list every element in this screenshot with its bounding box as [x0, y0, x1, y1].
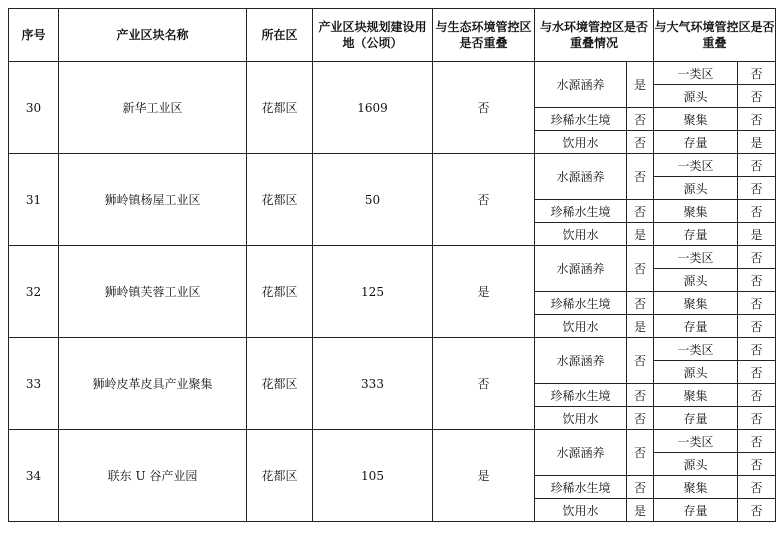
air-label-cell: 聚集: [654, 292, 738, 315]
air-value-cell: 否: [738, 108, 776, 131]
seq-cell: 31: [9, 154, 59, 246]
air-label-cell: 源头: [654, 361, 738, 384]
air-value-cell: 否: [738, 499, 776, 522]
air-value-cell: 否: [738, 407, 776, 430]
area-cell: 333: [313, 338, 433, 430]
air-value-cell: 否: [738, 315, 776, 338]
air-label-cell: 源头: [654, 85, 738, 108]
water-value-cell: 否: [627, 131, 654, 154]
water-value-cell: 否: [627, 108, 654, 131]
air-label-cell: 聚集: [654, 476, 738, 499]
air-label-cell: 源头: [654, 177, 738, 200]
header-district: 所在区: [247, 9, 313, 62]
seq-cell: 32: [9, 246, 59, 338]
air-label-cell: 一类区: [654, 246, 738, 269]
name-cell: 狮岭镇杨屋工业区: [59, 154, 247, 246]
air-label-cell: 一类区: [654, 154, 738, 177]
water-label-cell: 珍稀水生境: [535, 476, 627, 499]
air-value-cell: 否: [738, 85, 776, 108]
eco-cell: 是: [433, 246, 535, 338]
water-label-cell: 珍稀水生境: [535, 292, 627, 315]
air-value-cell: 否: [738, 177, 776, 200]
air-value-cell: 否: [738, 338, 776, 361]
air-value-cell: 否: [738, 476, 776, 499]
eco-cell: 否: [433, 154, 535, 246]
area-cell: 1609: [313, 62, 433, 154]
water-label-cell: 饮用水: [535, 407, 627, 430]
air-value-cell: 否: [738, 269, 776, 292]
area-cell: 105: [313, 430, 433, 522]
water-value-cell: 否: [627, 407, 654, 430]
water-label-cell: 饮用水: [535, 223, 627, 246]
water-label-cell: 珍稀水生境: [535, 384, 627, 407]
table-row: [9, 62, 776, 85]
header-seq: 序号: [9, 9, 59, 62]
air-label-cell: 源头: [654, 453, 738, 476]
air-label-cell: 一类区: [654, 62, 738, 85]
air-label-cell: 存量: [654, 499, 738, 522]
district-cell: 花都区: [247, 154, 313, 246]
water-value-cell: 否: [627, 430, 654, 476]
seq-cell: 33: [9, 338, 59, 430]
air-label-cell: 聚集: [654, 200, 738, 223]
air-value-cell: 否: [738, 384, 776, 407]
water-label-cell: 水源涵养: [535, 338, 627, 384]
water-label-cell: 饮用水: [535, 315, 627, 338]
water-label-cell: 饮用水: [535, 131, 627, 154]
header-area: 产业区块规划建设用地（公顷）: [313, 9, 433, 62]
table-body: [9, 62, 776, 522]
water-label-cell: 水源涵养: [535, 62, 627, 108]
water-label-cell: 饮用水: [535, 499, 627, 522]
air-value-cell: 是: [738, 223, 776, 246]
air-label-cell: 存量: [654, 315, 738, 338]
water-label-cell: 珍稀水生境: [535, 108, 627, 131]
table-row: [9, 430, 776, 453]
water-value-cell: 是: [627, 223, 654, 246]
header-water: 与水环境管控区是否重叠情况: [535, 9, 654, 62]
air-label-cell: 源头: [654, 269, 738, 292]
header-eco: 与生态环境管控区是否重叠: [433, 9, 535, 62]
air-value-cell: 否: [738, 430, 776, 453]
name-cell: 狮岭皮革皮具产业聚集: [59, 338, 247, 430]
eco-cell: 否: [433, 338, 535, 430]
name-cell: 新华工业区: [59, 62, 247, 154]
air-value-cell: 否: [738, 154, 776, 177]
industry-block-table: [8, 8, 776, 522]
table-row: [9, 338, 776, 361]
water-value-cell: 否: [627, 200, 654, 223]
name-cell: 联东 U 谷产业园: [59, 430, 247, 522]
water-value-cell: 否: [627, 154, 654, 200]
water-value-cell: 否: [627, 476, 654, 499]
district-cell: 花都区: [247, 338, 313, 430]
water-label-cell: 水源涵养: [535, 430, 627, 476]
header-row: [9, 9, 776, 62]
district-cell: 花都区: [247, 62, 313, 154]
header-air: 与大气环境管控区是否重叠: [654, 9, 776, 62]
air-value-cell: 否: [738, 453, 776, 476]
eco-cell: 是: [433, 430, 535, 522]
water-value-cell: 否: [627, 384, 654, 407]
air-value-cell: 否: [738, 361, 776, 384]
area-cell: 50: [313, 154, 433, 246]
area-cell: 125: [313, 246, 433, 338]
water-value-cell: 是: [627, 499, 654, 522]
seq-cell: 34: [9, 430, 59, 522]
water-label-cell: 珍稀水生境: [535, 200, 627, 223]
water-value-cell: 否: [627, 292, 654, 315]
water-value-cell: 否: [627, 246, 654, 292]
air-label-cell: 存量: [654, 223, 738, 246]
district-cell: 花都区: [247, 246, 313, 338]
header-name: 产业区块名称: [59, 9, 247, 62]
water-value-cell: 是: [627, 315, 654, 338]
air-value-cell: 否: [738, 246, 776, 269]
air-label-cell: 聚集: [654, 384, 738, 407]
water-value-cell: 是: [627, 62, 654, 108]
district-cell: 花都区: [247, 430, 313, 522]
air-value-cell: 否: [738, 62, 776, 85]
air-label-cell: 存量: [654, 131, 738, 154]
water-value-cell: 否: [627, 338, 654, 384]
air-label-cell: 一类区: [654, 430, 738, 453]
air-value-cell: 是: [738, 131, 776, 154]
water-label-cell: 水源涵养: [535, 154, 627, 200]
air-label-cell: 存量: [654, 407, 738, 430]
table-row: [9, 154, 776, 177]
water-label-cell: 水源涵养: [535, 246, 627, 292]
table-row: [9, 246, 776, 269]
air-value-cell: 否: [738, 200, 776, 223]
eco-cell: 否: [433, 62, 535, 154]
air-label-cell: 聚集: [654, 108, 738, 131]
seq-cell: 30: [9, 62, 59, 154]
air-value-cell: 否: [738, 292, 776, 315]
name-cell: 狮岭镇芙蓉工业区: [59, 246, 247, 338]
air-label-cell: 一类区: [654, 338, 738, 361]
